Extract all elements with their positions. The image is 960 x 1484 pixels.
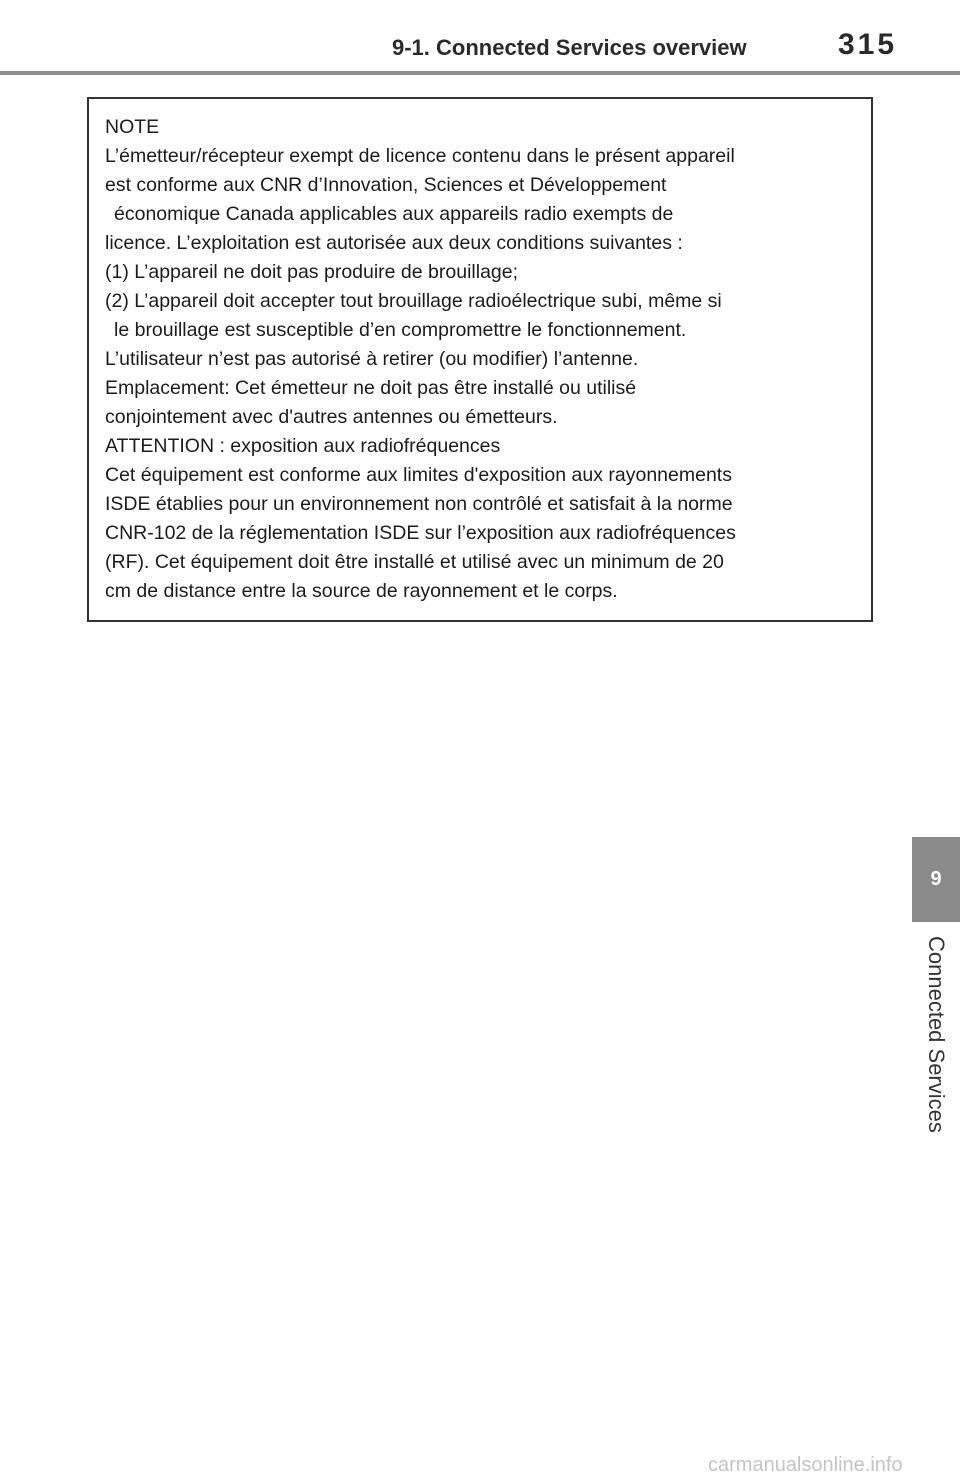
note-box bbox=[87, 97, 873, 622]
note-line: ISDE établies pour un environnement non contrôlé et satisfait à la norme bbox=[105, 493, 733, 515]
note-line: (1) L’appareil ne doit pas produire de brouillage; bbox=[105, 261, 519, 283]
note-heading: NOTE bbox=[105, 116, 160, 138]
note-line: cm de distance entre la source de rayonnement et le corps. bbox=[105, 580, 618, 602]
note-line: Emplacement: Cet émetteur ne doit pas être installé ou utilisé bbox=[105, 377, 637, 399]
note-line: L’utilisateur n’est pas autorisé à retirer (ou modifier) l’antenne. bbox=[105, 348, 639, 370]
chapter-tab-number: 9 bbox=[930, 868, 942, 890]
watermark: carmanualsonline.info bbox=[708, 1454, 903, 1476]
chapter-side-label: Connected Services bbox=[924, 936, 949, 1133]
note-line: conjointement avec d'autres antennes ou émetteurs. bbox=[105, 406, 558, 428]
chapter-side-tab bbox=[912, 837, 960, 922]
note-line: licence. L’exploitation est autorisée aux deux conditions suivantes : bbox=[105, 232, 683, 254]
note-line: (2) L’appareil doit accepter tout brouillage radioélectrique subi, même si bbox=[105, 290, 722, 312]
note-line: Cet équipement est conforme aux limites d'exposition aux rayonnements bbox=[105, 464, 732, 486]
section-header-title: 9-1. Connected Services overview bbox=[392, 35, 747, 60]
note-line: le brouillage est susceptible d’en compromettre le fonctionnement. bbox=[114, 319, 687, 341]
note-line: est conforme aux CNR d’Innovation, Sciences et Développement bbox=[105, 174, 667, 196]
note-line: CNR-102 de la réglementation ISDE sur l’exposition aux radiofréquences bbox=[105, 522, 736, 544]
note-line: économique Canada applicables aux appareils radio exempts de bbox=[114, 203, 674, 225]
page-number: 315 bbox=[838, 28, 898, 61]
header-rule bbox=[0, 71, 960, 75]
note-line: (RF). Cet équipement doit être installé et utilisé avec un minimum de 20 bbox=[105, 551, 724, 573]
note-line: L’émetteur/récepteur exempt de licence contenu dans le présent appareil bbox=[105, 145, 735, 167]
note-line: ATTENTION : exposition aux radiofréquences bbox=[105, 435, 501, 457]
